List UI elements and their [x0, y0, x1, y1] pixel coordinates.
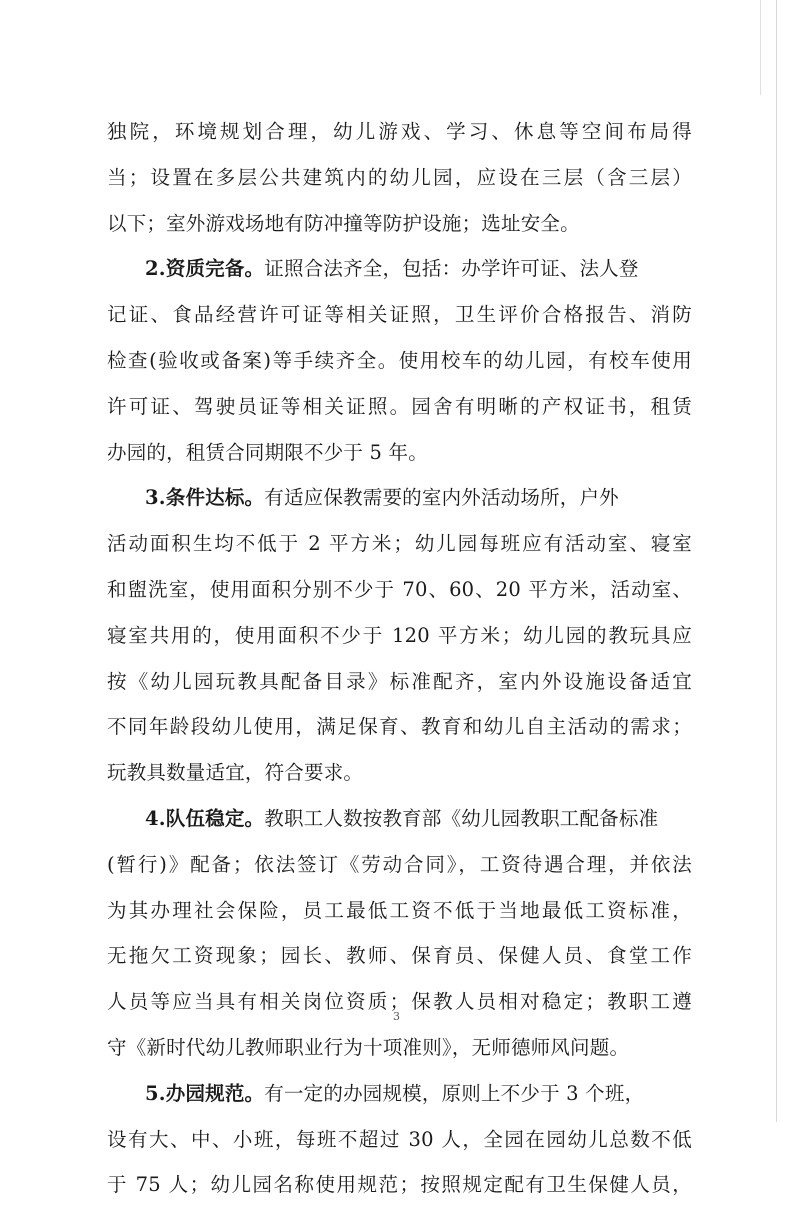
section-heading: 4.队伍稳定。	[145, 806, 265, 830]
text-line: 为其办理社会保险，员工最低工资不低于当地最低工资标准，	[107, 898, 692, 922]
text-line: (暂行)》配备；依法签订《劳动合同》，工资待遇合理，并依法	[107, 852, 693, 876]
text-line: 于 75 人；幼儿园名称使用规范；按照规定配有卫生保健人员，	[107, 1173, 692, 1197]
text-line: 以下；室外游戏场地有防冲撞等防护设施；选址安全。	[107, 211, 580, 235]
section-first-line	[107, 1071, 692, 1117]
section-first-line	[107, 475, 692, 521]
text-line: 活动面积生均不低于 2 平方米；幼儿园每班应有活动室、寝室	[107, 532, 692, 556]
text-line: 设有大、中、小班，每班不超过 30 人，全园在园幼儿总数不低	[107, 1127, 692, 1151]
text-line: 守《新时代幼儿教师职业行为十项准则》，无师德师风问题。	[107, 1035, 630, 1059]
page-number: 3	[393, 1010, 400, 1023]
scan-edge-line	[776, 0, 777, 1122]
text-line: 办园的，租赁合同期限不少于 5 年。	[107, 440, 428, 464]
text-line: 无拖欠工资现象；园长、教师、保育员、保健人员、食堂工作	[107, 944, 692, 968]
text-line: 寝室共用的，使用面积不少于 120 平方米；幼儿园的教玩具应	[107, 623, 692, 647]
section-heading: 3.条件达标。	[145, 486, 265, 510]
section-first-line	[107, 796, 692, 842]
section-text: 有一定的办园规模，原则上不少于 3 个班，	[264, 1081, 645, 1105]
text-line: 当；设置在多层公共建筑内的幼儿园，应设在三层（含三层）	[107, 165, 692, 189]
text-line: 和盥洗室，使用面积分别不少于 70、60、20 平方米，活动室、	[107, 577, 692, 601]
section-heading: 2.资质完备。	[145, 257, 265, 281]
text-line: 按《幼儿园玩教具配备目录》标准配齐，室内外设施设备适宜	[107, 669, 692, 693]
section-heading: 5.办园规范。	[145, 1081, 265, 1105]
text-line: 玩教具数量适宜，符合要求。	[107, 761, 364, 785]
text-line: 许可证、驾驶员证等相关证照。园舍有明晰的产权证书，租赁	[107, 394, 692, 418]
text-line: 独院，环境规划合理，幼儿游戏、学习、休息等空间布局得	[107, 120, 692, 143]
text-line: 记证、食品经营许可证等相关证照，卫生评价合格报告、消防	[107, 303, 692, 327]
section-text: 证照合法齐全，包括：办学许可证、法人登	[264, 257, 639, 281]
section-first-line	[107, 246, 692, 292]
section-text: 有适应保教需要的室内外活动场所，户外	[264, 486, 619, 510]
text-line: 检查(验收或备案)等手续齐全。使用校车的幼儿园，有校车使用	[107, 348, 692, 372]
text-line: 不同年龄段幼儿使用，满足保育、教育和幼儿自主活动的需求；	[107, 715, 692, 739]
scan-edge-line	[760, 0, 761, 95]
text-line: 人员等应当具有相关岗位资质；保教人员相对稳定；教职工遵	[107, 990, 692, 1014]
document-body	[107, 109, 692, 1208]
section-text: 教职工人数按教育部《幼儿园教职工配备标准	[264, 806, 659, 830]
